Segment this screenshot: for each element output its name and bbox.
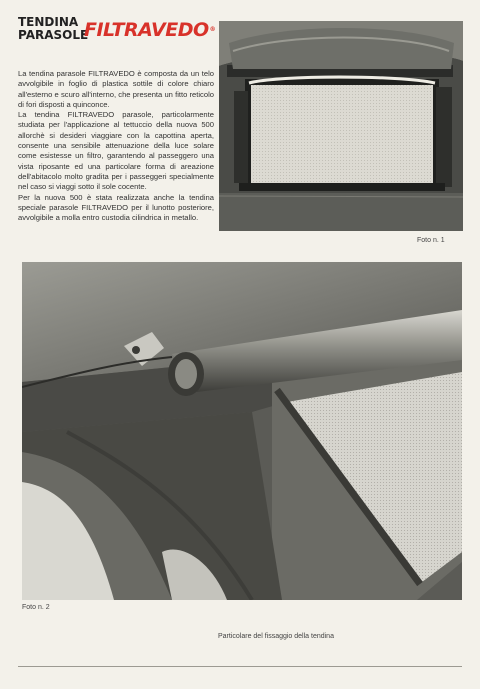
paragraph-2: La tendina FILTRAVEDO parasole, particolarmente studiata per l'applicazione al tettuccio della nuova 500 allorchè si desideri viaggiare con la capottina aperta, consente una sensibile attenuazione della luce solare come esistesse un filtro, garantendo al passeggero una vista riposante ed una particolare forma di areazione dell'abitacolo molto gradita per i passeggeri specialmente nel caso si viaggi sotto il sole cocente. (18, 110, 214, 192)
brand-logo (84, 19, 215, 41)
photo-2-caption: Foto n. 2 (22, 604, 50, 611)
photo-1-sunroof-shade (219, 21, 463, 231)
detail-caption: Particolare del fissaggio della tendina (218, 633, 334, 640)
bottom-divider (18, 666, 462, 667)
photo-1-caption: Foto n. 1 (417, 237, 445, 244)
paragraph-3: Per la nuova 500 è stata realizzata anche la tendina speciale parasole FILTRAVEDO per il lunotto posteriore, avvolgibile a molla entro custodia cilindrica in metallo. (18, 192, 214, 223)
product-heading (18, 15, 89, 42)
photo-2-mounting-detail (22, 262, 462, 600)
heading-line-1: TENDINA (18, 15, 79, 29)
registered-mark: ® (209, 26, 216, 33)
brand-name: FILTRAVEDO (84, 19, 209, 41)
heading-line-2: PARASOLE (18, 28, 89, 42)
paragraph-1: La tendina parasole FILTRAVEDO è composta da un telo avvolgibile in foglio di plastica sottile di colore chiaro all'esterno e scuro all'interno, che presenta un fitto reticolo di fori disposti a quinconce. (18, 69, 214, 109)
description-text (18, 69, 214, 223)
